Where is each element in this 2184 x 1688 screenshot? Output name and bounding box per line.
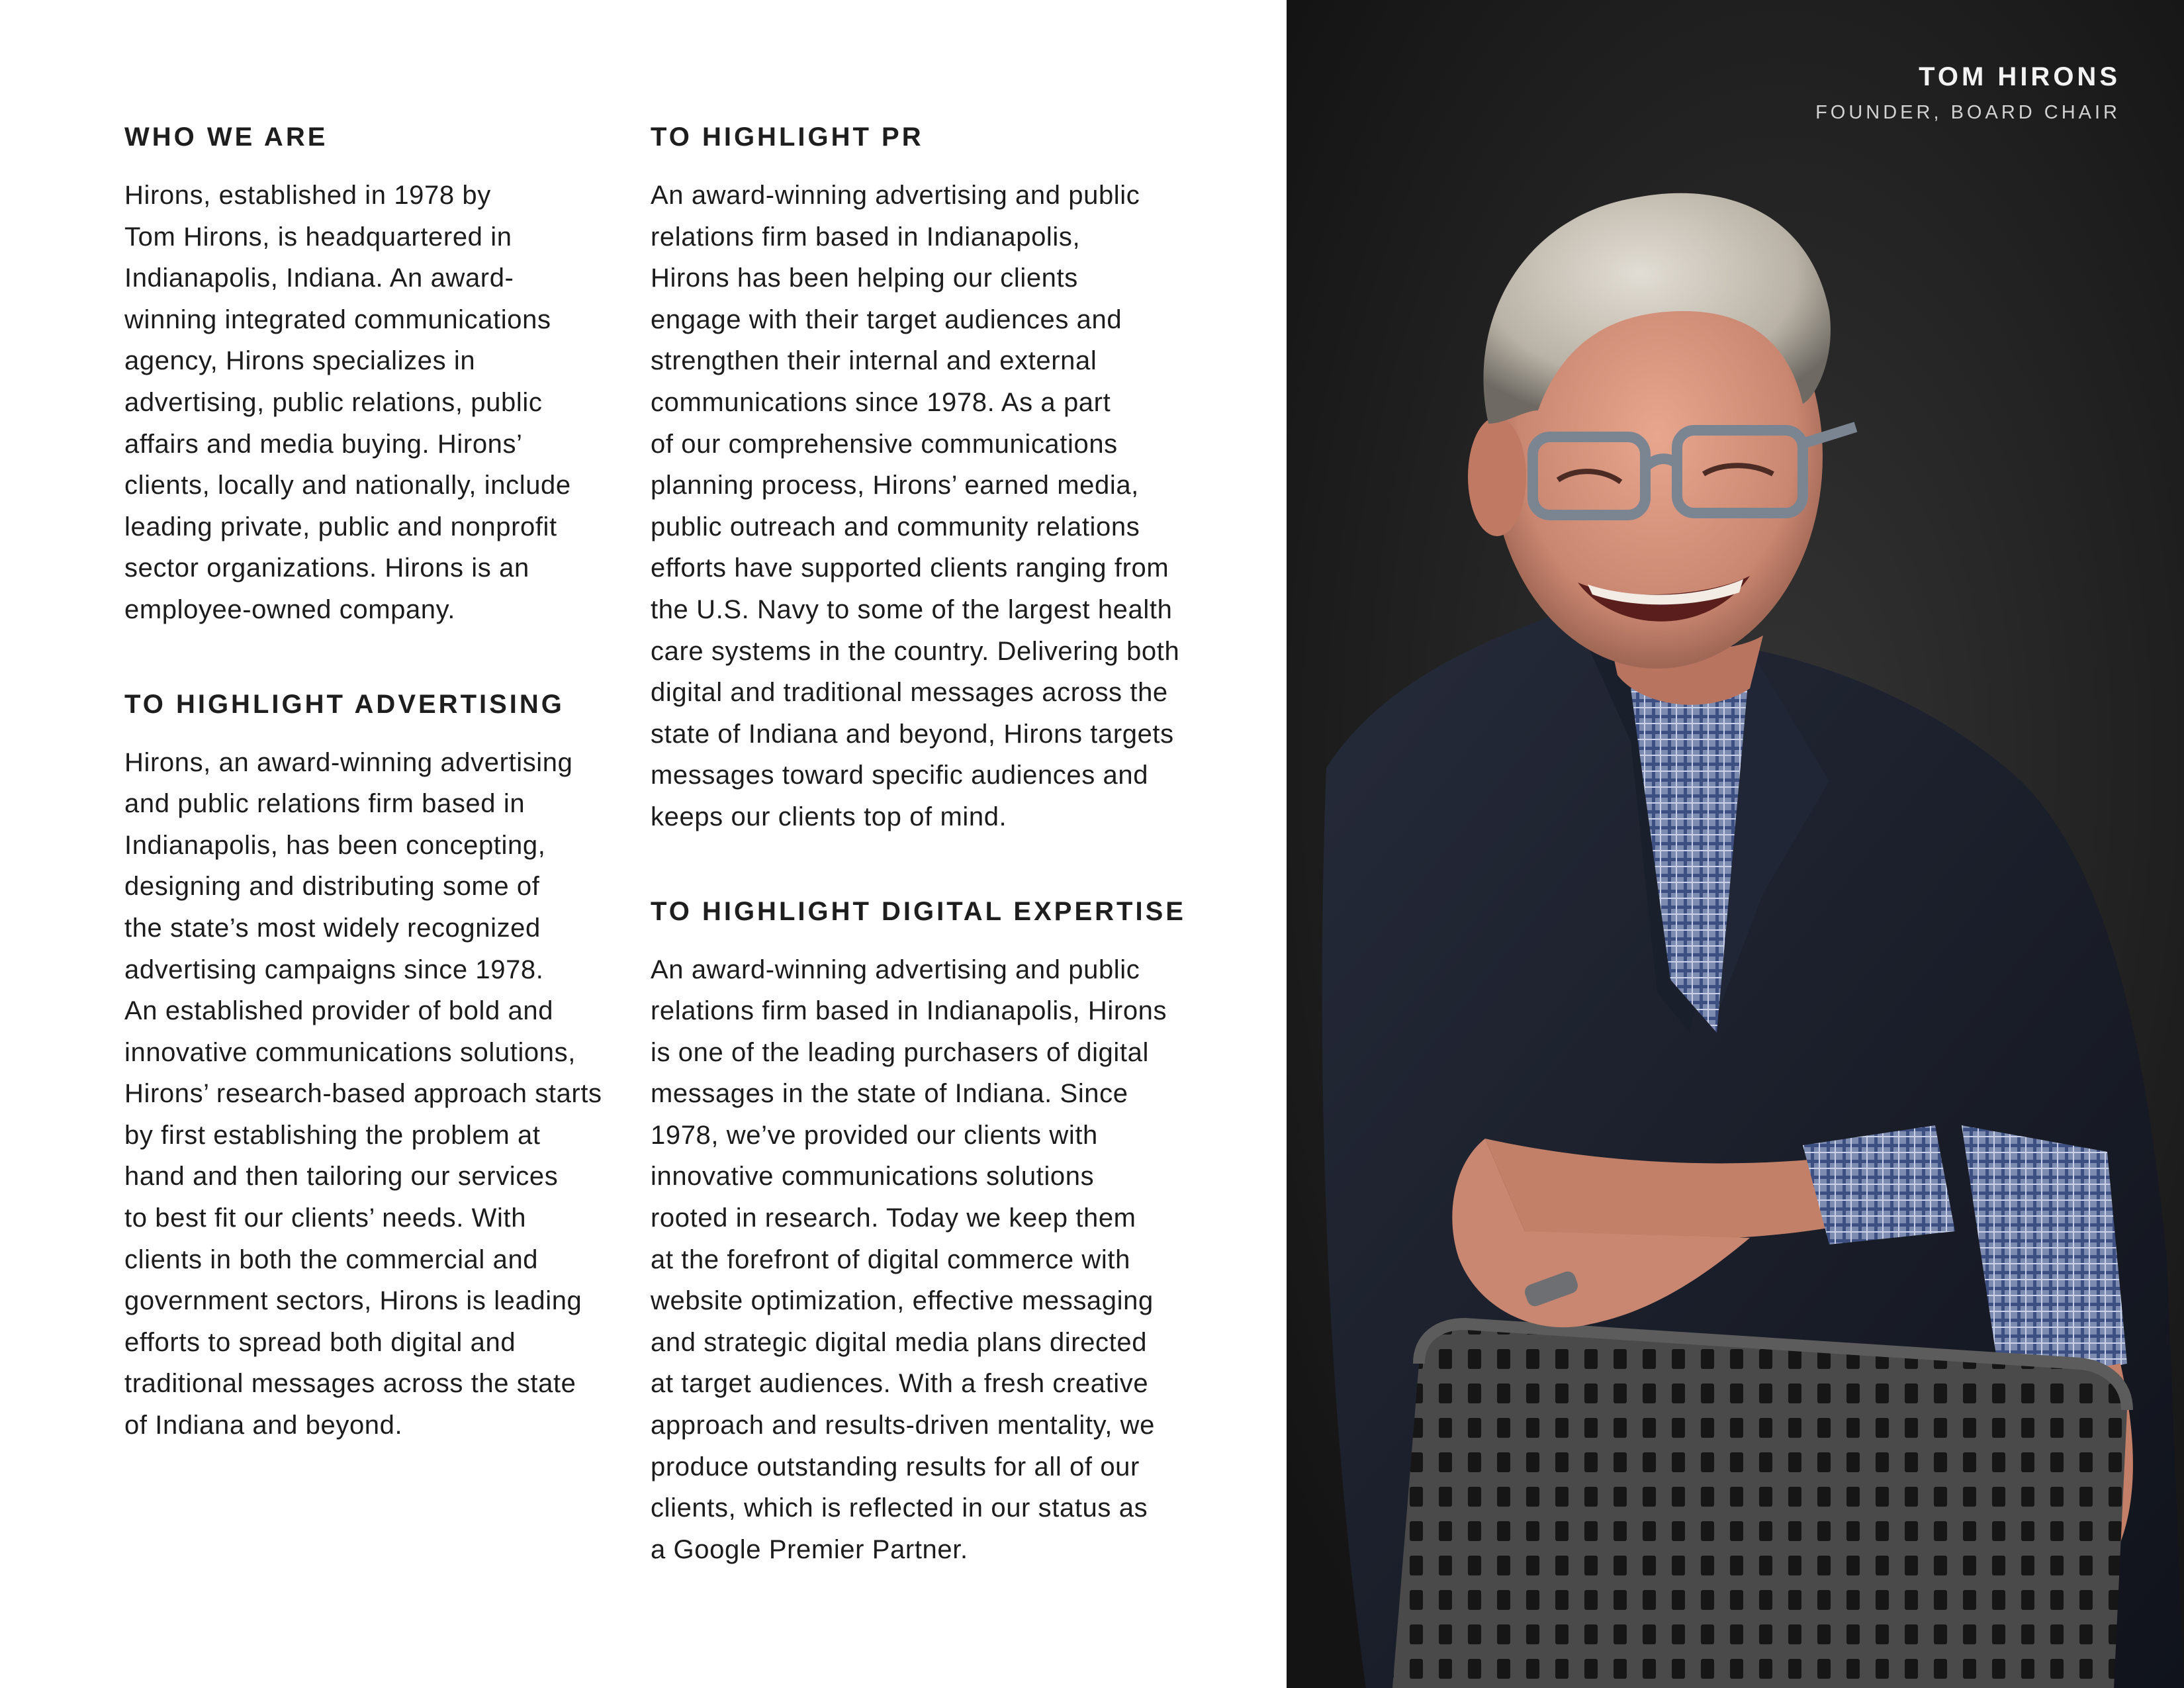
section-body [124,742,614,1446]
body-line: by first establishing the problem at [124,1120,541,1150]
body-line: Indianapolis, has been concepting, [124,830,546,860]
portrait-panel [1287,0,2184,1688]
body-line: is one of the leading purchasers of digital [651,1037,1149,1067]
body-line: of our comprehensive communications [651,429,1118,459]
body-line: advertising campaigns since 1978. [124,955,544,984]
body-line: strengthen their internal and external [651,346,1097,376]
body-line: leading private, public and nonprofit [124,512,557,541]
body-line: Hirons, an award-winning advertising [124,747,573,777]
body-line: efforts to spread both digital and [124,1327,516,1357]
body-line: messages in the state of Indiana. Since [651,1079,1128,1109]
body-line: digital and traditional messages across the [651,678,1168,708]
body-line: relations firm based in Indianapolis, [651,222,1081,252]
body-line: winning integrated communications [124,305,551,334]
body-line: of Indiana and beyond. [124,1411,403,1440]
body-line: communications since 1978. As a part [651,387,1111,417]
body-line: rooted in research. Today we keep them [651,1203,1136,1233]
person-name: TOM HIRONS [1919,62,2120,91]
section-body [651,175,1193,838]
body-line: and strategic digital media plans directed [651,1327,1148,1357]
body-line: relations firm based in Indianapolis, Hirons [651,996,1167,1026]
section-heading: WHO WE ARE [124,122,328,152]
body-line: engage with their target audiences and [651,305,1122,334]
body-line: agency, Hirons specializes in [124,346,476,376]
section-pr [651,117,1193,838]
section-body [124,175,614,631]
body-line: sector organizations. Hirons is an [124,553,529,583]
body-line: a Google Premier Partner. [651,1534,968,1564]
body-line: government sectors, Hirons is leading [124,1286,582,1316]
section-advertising [124,684,614,1446]
body-line: at target audiences. With a fresh creative [651,1369,1149,1399]
body-line: approach and results-driven mentality, we [651,1411,1156,1440]
portrait-caption [1815,61,2120,128]
body-line: clients, locally and nationally, include [124,471,571,500]
body-line: Hirons’ research-based approach starts [124,1079,602,1109]
section-heading: TO HIGHLIGHT PR [651,122,924,152]
body-line: at the forefront of digital commerce with [651,1244,1130,1274]
body-line: clients in both the commercial and [124,1244,539,1274]
body-line: innovative communications solutions [651,1162,1095,1192]
body-line: An award-winning advertising and public [651,181,1140,210]
body-line: hand and then tailoring our services [124,1162,559,1192]
portrait-photo [1287,0,2184,1688]
body-line: the U.S. Navy to some of the largest health [651,594,1173,624]
body-line: the state’s most widely recognized [124,913,541,943]
body-line: 1978, we’ve provided our clients with [651,1120,1098,1150]
section-who-we-are [124,117,614,631]
body-line: Hirons, established in 1978 by [124,181,491,210]
person-title: FOUNDER, BOARD CHAIR [1815,102,2120,123]
body-line: innovative communications solutions, [124,1037,576,1067]
section-body [651,949,1193,1571]
left-column [124,117,614,1499]
body-line: Indianapolis, Indiana. An award- [124,263,514,293]
body-line: Hirons has been helping our clients [651,263,1078,293]
body-line: public outreach and community relations [651,512,1140,541]
body-line: An established provider of bold and [124,996,554,1026]
body-line: advertising, public relations, public [124,387,543,417]
body-line: designing and distributing some of [124,872,540,902]
body-line: clients, which is reflected in our status as [651,1493,1148,1523]
body-line: keeps our clients top of mind. [651,802,1007,831]
section-digital-expertise [651,891,1193,1571]
body-line: and public relations firm based in [124,789,525,819]
body-line: website optimization, effective messaging [651,1286,1154,1316]
body-line: to best fit our clients’ needs. With [124,1203,527,1233]
body-line: affairs and media buying. Hirons’ [124,429,523,459]
body-line: care systems in the country. Delivering both [651,636,1180,666]
body-line: planning process, Hirons’ earned media, [651,471,1139,500]
body-line: traditional messages across the state [124,1369,576,1399]
body-line: messages toward specific audiences and [651,761,1149,790]
section-heading: TO HIGHLIGHT ADVERTISING [124,689,565,719]
body-line: produce outstanding results for all of our [651,1452,1140,1481]
body-line: efforts have supported clients ranging from [651,553,1169,583]
section-heading: TO HIGHLIGHT DIGITAL EXPERTISE [651,896,1186,926]
right-column [651,117,1193,1623]
body-line: employee-owned company. [124,594,455,624]
body-line: Tom Hirons, is headquartered in [124,222,512,252]
body-line: An award-winning advertising and public [651,955,1140,984]
body-line: state of Indiana and beyond, Hirons targets [651,719,1174,749]
